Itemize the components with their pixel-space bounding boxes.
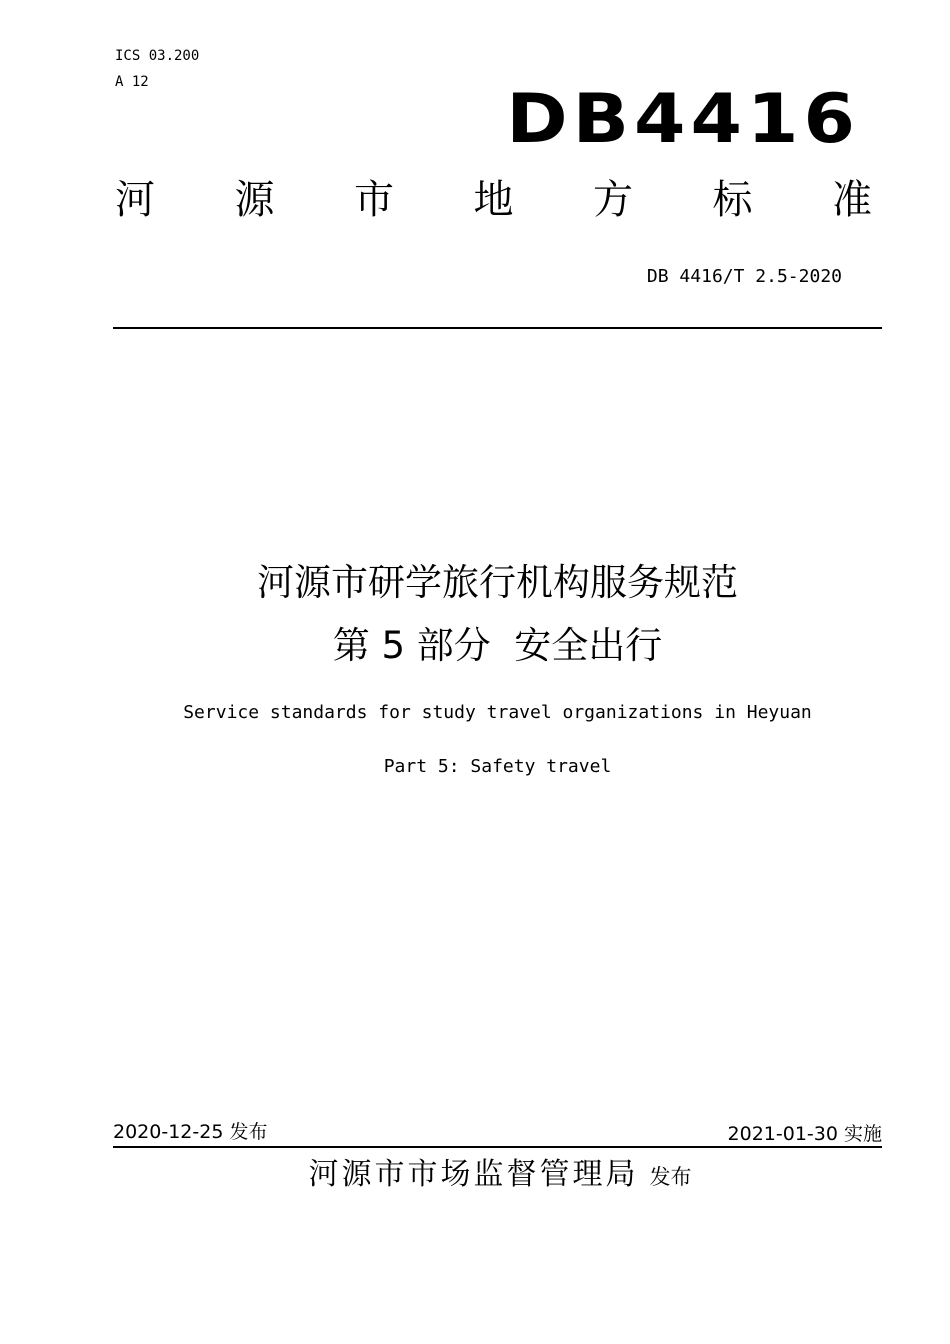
implement-date: 2021-01-30 实施 [727, 1123, 882, 1145]
issuer-line [0, 1155, 950, 1197]
title-en-line1: Service standards for study travel organizations in Heyuan [183, 702, 812, 723]
standard-type [115, 175, 872, 225]
standard-type-char: 市 [354, 177, 394, 223]
standard-type-char: 标 [712, 177, 753, 223]
standard-code-large: DB4416 [506, 79, 860, 159]
standard-type-char: 地 [473, 177, 514, 223]
title-zh-line2: 第 5 部分 安全出行 [332, 624, 663, 667]
header-divider [113, 327, 882, 329]
ics-code: ICS 03.200 [115, 48, 200, 64]
issuer-suffix: 发布 [649, 1165, 692, 1189]
standard-type-char: 准 [832, 177, 872, 223]
standard-type-char: 方 [593, 177, 633, 223]
title-en-line2: Part 5: Safety travel [383, 756, 612, 777]
issuer-name: 河源市市场监督管理局 [308, 1157, 639, 1192]
standard-type-char: 源 [234, 177, 275, 223]
footer-divider [113, 1146, 882, 1148]
title-zh-line1: 河源市研学旅行机构服务规范 [257, 561, 738, 604]
ccs-code: A 12 [115, 74, 149, 90]
publish-date: 2020-12-25 发布 [113, 1121, 268, 1143]
standard-number: DB 4416/T 2.5-2020 [646, 266, 842, 287]
standard-type-char: 河 [115, 177, 155, 223]
